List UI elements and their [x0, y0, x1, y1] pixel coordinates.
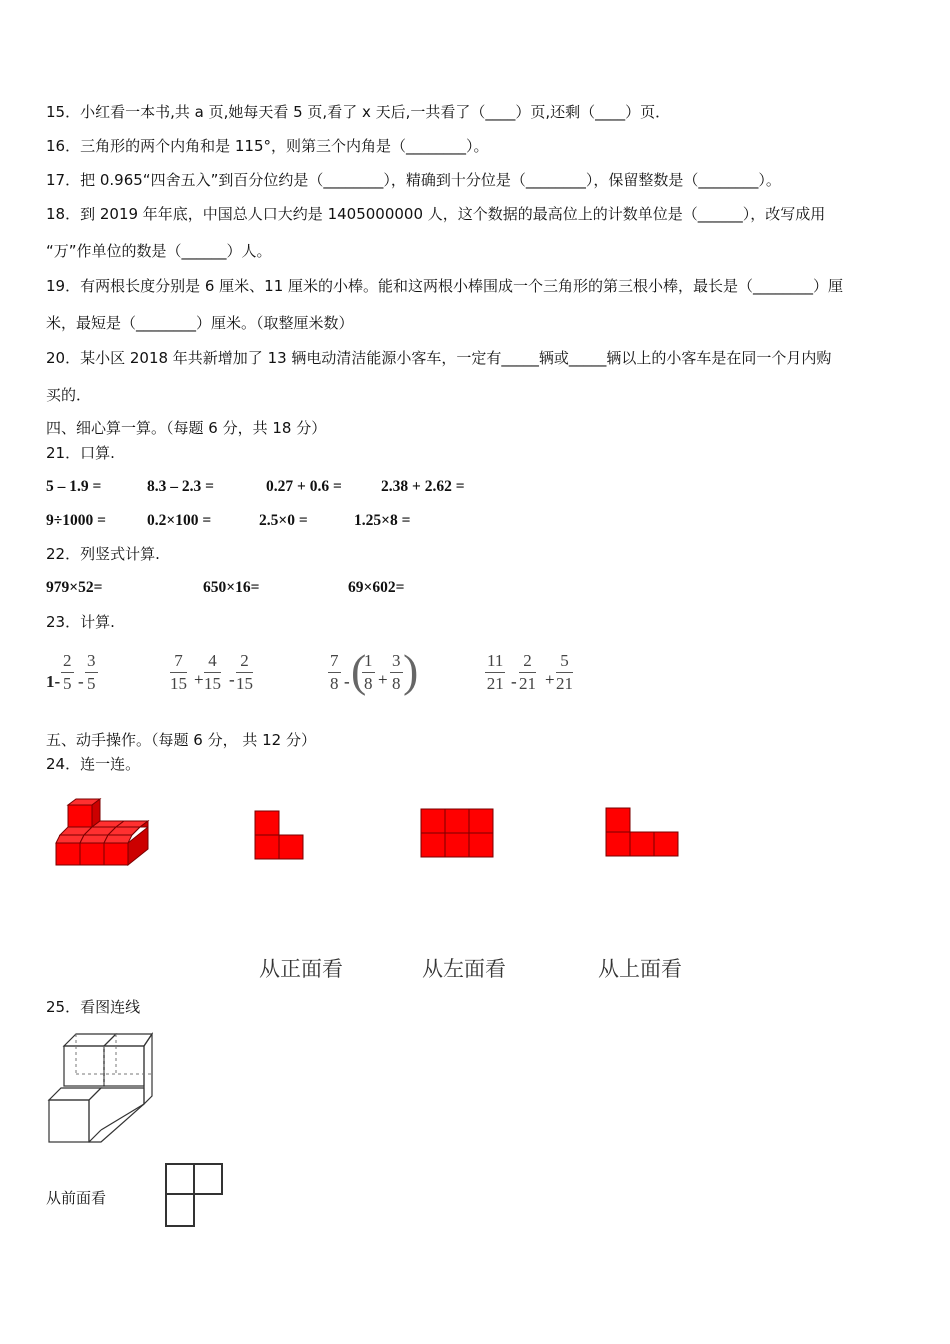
- expr4-op1: -: [511, 672, 517, 691]
- expr4-frac-b: $\frac{2}{21}$: [519, 651, 536, 693]
- section-5-title: 五、动手操作。（每题 6 分， 共 12 分）: [46, 731, 316, 749]
- vertical-calc-2: 650×16=: [203, 579, 260, 596]
- oral-calc-6: 0.2×100 =: [147, 512, 212, 529]
- oral-calc-2: 8.3 – 2.3 =: [147, 478, 214, 495]
- question-18-line2: “万”作单位的数是（______）人。: [46, 242, 272, 260]
- expr3-frac-b: $\frac{1}{8}$: [364, 651, 373, 693]
- label-from-front: 从前面看: [46, 1189, 107, 1207]
- expr3-left-paren: (: [351, 645, 367, 696]
- oral-calc-7: 2.5×0 =: [259, 512, 308, 529]
- oral-calc-5: 9÷1000 =: [46, 512, 106, 529]
- oral-calc-3: 0.27 + 0.6 =: [266, 478, 342, 495]
- expr3-frac-a: $\frac{7}{8}$: [330, 651, 339, 693]
- expr2-op1: +: [194, 670, 204, 689]
- expr1-frac-b: $\frac{3}{5}$: [87, 651, 96, 693]
- question-24-title: 24．连一连。: [46, 755, 141, 773]
- question-22-title: 22．列竖式计算.: [46, 545, 160, 563]
- section-4-title: 四、细心算一算。（每题 6 分，共 18 分）: [46, 419, 327, 437]
- front-view-shape: [162, 1160, 226, 1230]
- label-front-view: 从正面看: [259, 957, 343, 981]
- expr4-op2: +: [545, 670, 555, 689]
- expr2-frac-a: $\frac{7}{15}$: [170, 651, 187, 693]
- question-20-line2: 买的．: [46, 386, 92, 404]
- expr4-frac-a: $\frac{11}{21}$: [486, 651, 504, 693]
- question-25-title: 25．看图连线: [46, 998, 141, 1016]
- question-16: 16．三角形的两个内角和是 115°，则第三个内角是（________）。: [46, 137, 489, 155]
- question-19-line2: 米，最短是（________）厘米。（取整厘米数）: [46, 314, 354, 332]
- expr2-frac-c: $\frac{2}{15}$: [236, 651, 253, 693]
- cube-stack-figure: [50, 795, 160, 870]
- expr3-right-paren: ): [403, 645, 419, 696]
- vertical-calc-1: 979×52=: [46, 579, 103, 596]
- question-21-title: 21．口算.: [46, 444, 115, 462]
- question-15: 15．小红看一本书,共 a 页,她每天看 5 页,看了 x 天后,一共看了（____）页,还剩（____）页．: [46, 103, 671, 121]
- expr1-lead: 1-: [46, 672, 61, 691]
- oral-calc-8: 1.25×8 =: [354, 512, 411, 529]
- expr2-op2: -: [229, 670, 235, 689]
- expr3-frac-c: $\frac{3}{8}$: [392, 651, 401, 693]
- vertical-calc-3: 69×602=: [348, 579, 405, 596]
- expr2-frac-b: $\frac{4}{15}$: [204, 651, 221, 693]
- expr3-op2: +: [378, 670, 388, 689]
- label-top-view: 从上面看: [598, 957, 682, 981]
- question-23-title: 23．计算.: [46, 613, 115, 631]
- view-shape-l: [254, 810, 306, 862]
- view-shape-rect: [420, 808, 496, 860]
- label-left-view: 从左面看: [422, 957, 506, 981]
- cube-outline-figure: [46, 1030, 158, 1148]
- expr4-frac-c: $\frac{5}{21}$: [556, 651, 573, 693]
- question-19-line1: 19．有两根长度分别是 6 厘米、11 厘米的小棒。能和这两根小棒围成一个三角形的第三根小棒，最长是（________）厘: [46, 277, 844, 295]
- expr1-frac-a: $\frac{2}{5}$: [63, 651, 72, 693]
- view-shape-step: [605, 807, 681, 859]
- expr3-op1: -: [344, 672, 350, 691]
- oral-calc-1: 5 – 1.9 =: [46, 478, 102, 495]
- question-20-line1: 20．某小区 2018 年共新增加了 13 辆电动清洁能源小客车，一定有_____辆或_____辆以上的小客车是在同一个月内购: [46, 349, 832, 367]
- question-17: 17．把 0.965“四舍五入”到百分位约是（________），精确到十分位是（________），保留整数是（________）。: [46, 171, 781, 189]
- oral-calc-4: 2.38 + 2.62 =: [381, 478, 465, 495]
- expr1-op1: -: [78, 672, 84, 691]
- question-18-line1: 18．到 2019 年年底，中国总人口大约是 1405000000 人，这个数据的最高位上的计数单位是（______），改写成用: [46, 205, 826, 223]
